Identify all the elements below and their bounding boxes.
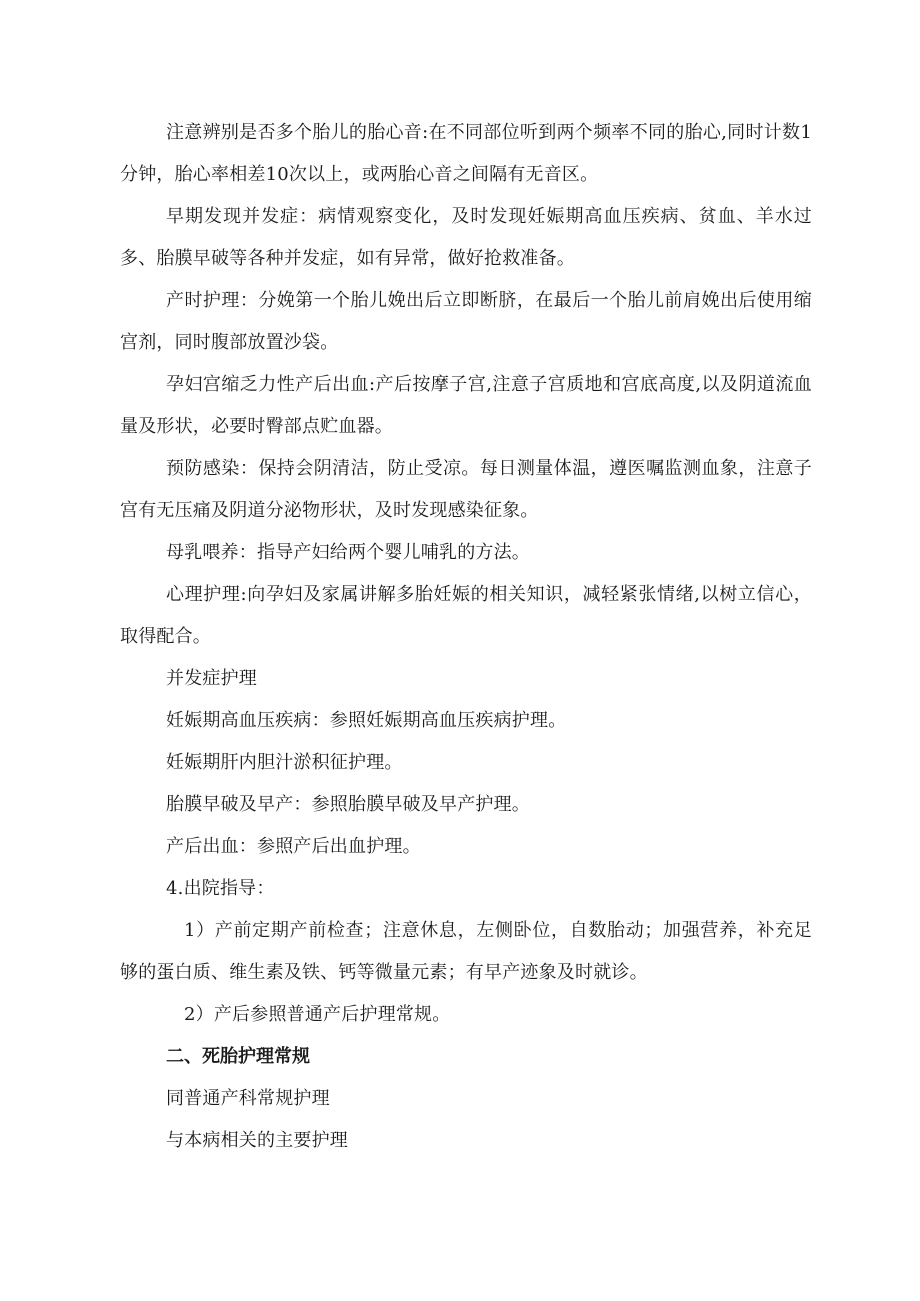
paragraph-hypertension: 妊娠期高血压疾病：参照妊娠期高血压疾病护理。	[166, 710, 567, 731]
paragraph-delivery-care: 产时护理：分娩第一个胎儿娩出后立即断脐，在最后一个胎儿前肩娩出后使用缩宫剂，同时腹部放置沙袋。	[120, 290, 812, 353]
paragraph-general-care: 同普通产科常规护理	[166, 1088, 330, 1109]
paragraph-postnatal-routine: 2）产后参照普通产后护理常规。	[184, 1004, 451, 1025]
paragraph-postpartum-bleeding: 产后出血：参照产后出血护理。	[166, 836, 421, 857]
paragraph-main-care: 与本病相关的主要护理	[166, 1130, 348, 1151]
paragraph-membrane-rupture: 胎膜早破及早产：参照胎膜早破及早产护理。	[166, 794, 530, 815]
section-heading: 二、死胎护理常规	[166, 1046, 310, 1067]
paragraph-breastfeeding: 母乳喂养：指导产妇给两个婴儿哺乳的方法。	[166, 542, 530, 563]
paragraph-complications-early: 早期发现并发症：病情观察变化，及时发现妊娠期高血压疾病、贫血、羊水过多、胎膜早破等各种并发症，如有异常，做好抢救准备。	[120, 206, 812, 269]
paragraph-infection-prevention: 预防感染：保持会阴清洁，防止受凉。每日测量体温，遵医嘱监测血象，注意子宫有无压痛及阴道分泌物形状，及时发现感染征象。	[120, 458, 812, 521]
paragraph-fetal-heart: 注意辨别是否多个胎儿的胎心音:在不同部位听到两个频率不同的胎心,同时计数1分钟，胎心率相差10次以上，或两胎心音之间隔有无音区。	[120, 122, 812, 185]
paragraph-discharge-guidance: 4.出院指导：	[166, 878, 275, 899]
paragraph-cholestasis: 妊娠期肝内胆汁淤积征护理。	[166, 752, 403, 773]
paragraph-psychological-care: 心理护理:向孕妇及家属讲解多胎妊娠的相关知识，减轻紧张情绪,以树立信心，取得配合。	[120, 584, 812, 647]
paragraph-complication-care-title: 并发症护理	[166, 668, 257, 689]
paragraph-prenatal-checkup: 1）产前定期产前检查；注意休息，左侧卧位，自数胎动；加强营养，补充足够的蛋白质、维生素及铁、钙等微量元素；有早产迹象及时就诊。	[120, 920, 812, 983]
document-body	[120, 112, 812, 1162]
paragraph-postpartum-hemorrhage: 孕妇宫缩乏力性产后出血:产后按摩子宫,注意子宫质地和宫底高度,以及阴道流血量及形状，必要时臀部点贮血器。	[120, 374, 812, 437]
